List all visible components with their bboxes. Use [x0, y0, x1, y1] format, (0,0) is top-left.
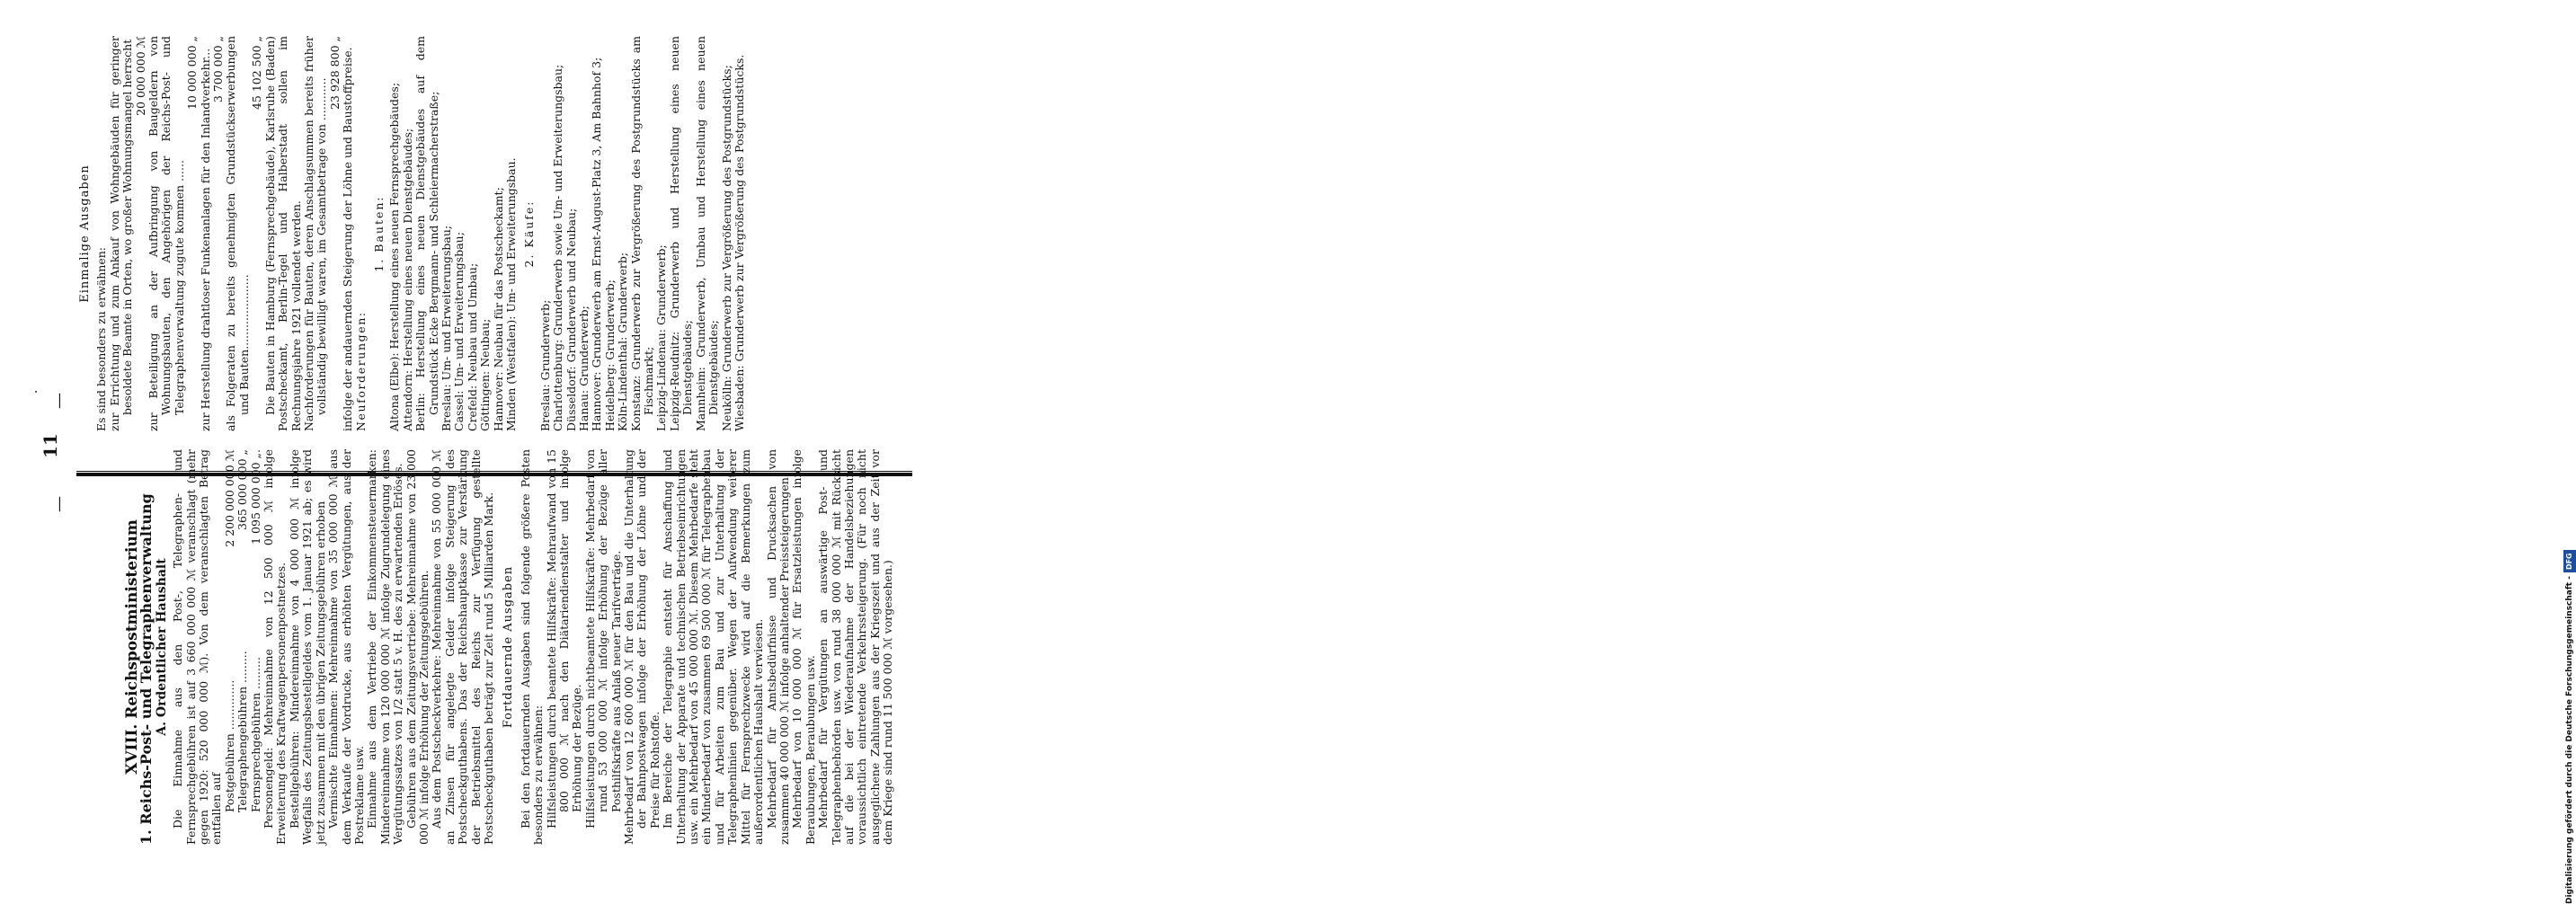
- digitization-credit-text: Digitalisierung gefördert durch die Deutsche Forschungsgemeinschaft -: [2565, 576, 2574, 904]
- recurring-paragraph: Im Bereiche der Telegraphie entsteht für Anschaffung und Unterhaltung der Apparate und technischen Betriebseinrichtungen usw. ein Mehrbedarf von 45 000 000 ℳ. Diesem Mehrbedarfe steht ein Minderbedarf von zusammen 69 500 000 ℳ für Telegraphenbau und für Arbeiten zum Bau und zur Unterhaltung der Telegraphenlinien gegenüber. Wegen der Aufwendung weiterer Mittel für Fernsprechzwecke wird auf die Bemerkungen zum außerordentlichen Haushalt verwiesen.: [661, 449, 766, 845]
- kaeufe-item: Düsseldorf: Grunderwerb und Neubau;: [564, 208, 578, 431]
- kaeufe-item: Neukölln: Grunderwerb zur Vergrößerung des Postgrundstücks;: [719, 65, 733, 431]
- bauten-item: Minden (Westfalen): Um- und Erweiterungsbau.: [504, 157, 518, 431]
- one-time-item-amount: 3 700 000 „: [211, 36, 226, 103]
- kaeufe-item: Konstanz: Grunderwerb zur Vergrößerung des Postgrundstücks am Fischmarkt;: [628, 36, 656, 431]
- bauten-item: Berlin: Herstellung eines neuen Dienstgebäudes auf dem Grundstück Ecke Bergmann- und Schleiermacherstraße;: [413, 36, 440, 431]
- page-number-dash-left: —: [49, 496, 68, 512]
- kaeufe-item: Wiesbaden: Grunderwerb zur Vergrößerung des Postgrundstücks.: [732, 54, 746, 431]
- recurring-expenses-heading: Fortdauernde Ausgaben: [502, 565, 516, 729]
- paragraph-postscheckverkehr: Aus dem Postscheckverkehre: Mehreinnahme von 55 000 000 ℳ an Zinsen für angelegte Gelder infolge Steigerung des Postscheckguthabens. Das der Reichshauptkasse zur Verstärkung der Betriebsmittel des Reichs zur Verfügung gestellte Postscheckguthaben beträgt zur Zeit rund 5 Milliarden Mark.: [430, 449, 495, 845]
- one-time-item-amount: 10 000 000 „: [185, 36, 200, 111]
- digitization-credit: [2563, 23, 2576, 904]
- bauten-item: Attendorn: Herstellung eines neuen Dienstgebäudes;: [400, 128, 414, 431]
- one-time-item-amount-row: [186, 36, 199, 431]
- paragraph-zeitungsvertrieb: Gebühren aus dem Zeitungsvertriebe: Mehreinnahme von 23 000 000 ℳ infolge Erhöhung der Zeitungsgebühren.: [404, 449, 431, 845]
- bauten-item: Göttingen: Neubau;: [478, 318, 493, 431]
- bauten-note: Die Bauten in Hamburg (Fernsprechgebäude), Karlsruhe (Baden) Postscheckamt, Berlin-Tegel und Halberstadt sollen im Rechnungsjahre 1921 vollendet werden.: [262, 36, 303, 431]
- one-time-item-text: zur Herstellung drahtloser Funkenanlagen für den Inlandverkehr...: [198, 48, 212, 431]
- kaeufe-item: Breslau: Grunderwerb;: [537, 299, 552, 431]
- bauten-heading: 1. Bauten:: [371, 195, 386, 272]
- fee-label: Telegraphengebühren .........: [235, 651, 250, 812]
- bauten-item: Breslau: Um- und Erweiterungsbau;: [439, 225, 453, 431]
- rotated-document-page: [0, 0, 1289, 899]
- kaeufe-item: Heidelberg: Grunderwerb;: [602, 279, 617, 431]
- kaeufe-item: Leipzig-Lindenau: Grunderwerb;: [654, 244, 669, 431]
- recurring-paragraph: Mehrbedarf von 10 000 000 ℳ für Ersatzleistungen infolge Beraubungen, Beraubungen usw.: [790, 449, 817, 845]
- fee-amount: 2 200 000 000 ℳ: [222, 449, 236, 547]
- fee-label: Fernsprechgebühren .........: [248, 657, 262, 812]
- paragraph-einkommensteuermarken: Einnahme aus dem Vertriebe der Einkommensteuermarken: Mindereinnahme von 120 000 000 ℳ infolge Zugrundelegung eines Vergütungssatzes von 1/2 statt 5 v. H. des zu erwartenden Erlöses.: [365, 449, 405, 845]
- one-time-intro: Es sind besonders zu erwähnen:: [94, 247, 109, 431]
- recurring-item-beamtete: Hilfsleistungen durch beamtete Hilfskräfte: Mehraufwand von 15 800 000 ℳ nach den Diätariendienstalter und infolge Erhöhung der Bezüge.: [544, 449, 584, 829]
- digitization-credit-strip: [1275, 9, 2574, 904]
- kaeufe-item: Leipzig-Reudnitz: Grunderwerb und Herstellung eines neuen Dienstgebäudes;: [667, 36, 695, 431]
- page-number-dot: ·: [30, 389, 44, 394]
- one-time-item-amount-row: [212, 36, 225, 431]
- fee-row: [224, 449, 236, 845]
- column-ordentlicher-haushalt: [123, 449, 895, 845]
- fee-label: Postgebühren ..............: [222, 679, 236, 812]
- kaeufe-item: Köln-Lindenthal: Grunderwerb;: [616, 252, 630, 431]
- intro-paragraph: Die Einnahme aus den Post-, Telegraphen- und Fernsprechgebühren ist auf 3 660 000 000 ℳ veranschlagt (mehr gegen 1920: 520 000 000 ℳ). Von dem veranschlagten Betrag entfallen auf: [171, 449, 224, 845]
- bauten-item: Hannover: Neubau für das Postscheckamt;: [491, 187, 505, 431]
- one-time-expenses-heading: Einmalige Ausgaben: [78, 164, 92, 303]
- fee-amount: 1 095 000 000 „.: [248, 449, 262, 545]
- kaeufe-item: Charlottenburg: Grunderwerb sowie Um- und Erweiterungsbau;: [551, 64, 565, 431]
- subsection-title: A. Ordentlicher Haushalt: [154, 558, 169, 736]
- neuforderungen-heading: Neuforderungen:: [353, 311, 368, 431]
- one-time-item-amount: 45 102 500 „: [250, 36, 264, 111]
- kaeufe-heading: 2. Käufe:: [522, 199, 537, 268]
- paragraph-vermischte-einnahmen: Vermischte Einnahmen: Mehreinnahme von 35 000 000 ℳ aus dem Verkaufe der Vordrucke, aus erhöhten Vergütungen, aus der Postreklame usw.: [326, 449, 366, 845]
- one-time-item-amount-row: [251, 36, 263, 431]
- recurring-paragraph: Mehrbedarf für Amtsbedürfnisse und Drucksachen von zusammen 40 000 000 ℳ infolge anhaltender Preissteigerungen.: [764, 449, 791, 845]
- nachforderungen-amount: 23 928 800 „: [327, 36, 342, 111]
- column-einmalige-ausgaben: [72, 36, 746, 431]
- fee-row: [236, 449, 249, 845]
- bauten-item: Crefeld: Neubau und Umbau;: [465, 262, 479, 431]
- recurring-item-nichtbeamtete: Hilfsleistungen durch nichtbeamtete Hilfskräfte: Mehrbedarf von rund 53 000 000 ℳ infolge Erhöhung der Bezüge aller Posthilfskräfte aus Anlaß neuer Tarifverträge.: [582, 449, 623, 829]
- paragraph-bestellgebuehren: Bestellgebühren: Mindereinnahme von 4 000 000 ℳ infolge Wegfalls des Zeitungsbestellgeldes vom 1. Januar 1921 ab; es wird jetzt zusammen mit den übrigen Zeitungsgebühren erhoben: [287, 449, 327, 845]
- nachforderungen-text: Nachforderungen für Bauten, deren Anschlagsummen bereits früher vollständig bewilligt waren, im Gesamtbetrage von ............: [301, 36, 329, 431]
- one-time-item-text: zur Beteiligung an der Aufbringung von Baugeldern von Wohnungsbauten, den Angehörigen der Reichs-Post- und Telegraphenverwaltung zugute kommen ......: [147, 36, 186, 431]
- kaeufe-item: Mannheim: Grunderwerb, Umbau und Herstellung eines neuen Dienstgebäudes;: [693, 36, 721, 431]
- nachforderungen-amount-row: [329, 36, 342, 431]
- fee-row: [250, 449, 262, 845]
- bauten-item: Cassel: Um- und Erweiterungsbau;: [452, 232, 466, 431]
- kaeufe-item: Hannover: Grunderwerb am Ernst-August-Platz 3, Am Bahnhof 3;: [590, 57, 604, 431]
- page-number: 11: [40, 433, 61, 458]
- one-time-item-amount: 20 000 000 ℳ: [133, 36, 147, 116]
- recurring-paragraph: Mehrbedarf von 12 600 000 ℳ für den Bau und die Unterhaltung der Bahnpostwagen infolge der Erhöhung der Löhne und der Preise für Rohstoffe.: [622, 449, 662, 845]
- dfg-logo: DFG: [2563, 550, 2576, 572]
- chapter-title: XVIII. Reichspostministerium: [123, 519, 141, 775]
- nachforderungen-tail: infolge der andauernden Steigerung der Löhne und Baustoffpreise.: [341, 47, 355, 431]
- recurring-intro: Bei den fortdauernden Ausgaben sind folgende größere Posten besonders zu erwähnen:: [518, 449, 546, 845]
- section-title: 1. Reichs-Post- und Telegraphenverwaltung: [138, 493, 155, 845]
- page-number-dash-right: —: [49, 393, 68, 409]
- one-time-item-text: zur Errichtung und zum Ankauf von Wohngebäuden für geringer besoldete Beamte in Orten, wo großer Wohnungsmangel herrscht: [107, 36, 135, 431]
- fee-amount: 365 000 000 „: [235, 449, 250, 530]
- one-time-item-amount-row: [135, 36, 147, 431]
- paragraph-personengeld: Personengeld: Mehreinnahme von 12 500 000 ℳ infolge Erweiterung des Kraftwagenpersonenpostnetzes.: [262, 449, 289, 845]
- kaeufe-item: Hanau: Grunderwerb;: [577, 306, 591, 431]
- recurring-paragraph: Mehrbedarf für Vergütungen an auswärtige Post- und Telegraphenbehörden usw. von rund 38 000 000 ℳ mit Rücksicht auf die bei der Wiederaufnahme der Handelsbeziehungen voraussichtlich eintretende Verkehrssteigerung. (Für noch nicht ausgeglichene Zahlungen aus der Kriegszeit und aus der Zeit vor dem Kriege sind rund 11 500 000 ℳ vorgesehen.): [816, 449, 895, 845]
- bauten-item: Altona (Elbe): Herstellung eines neuen Fernsprechgebäudes;: [387, 82, 402, 431]
- one-time-item-text: als Folgeraten zu bereits genehmigten Grundstückserwerbungen und Bauten.....................: [224, 36, 251, 431]
